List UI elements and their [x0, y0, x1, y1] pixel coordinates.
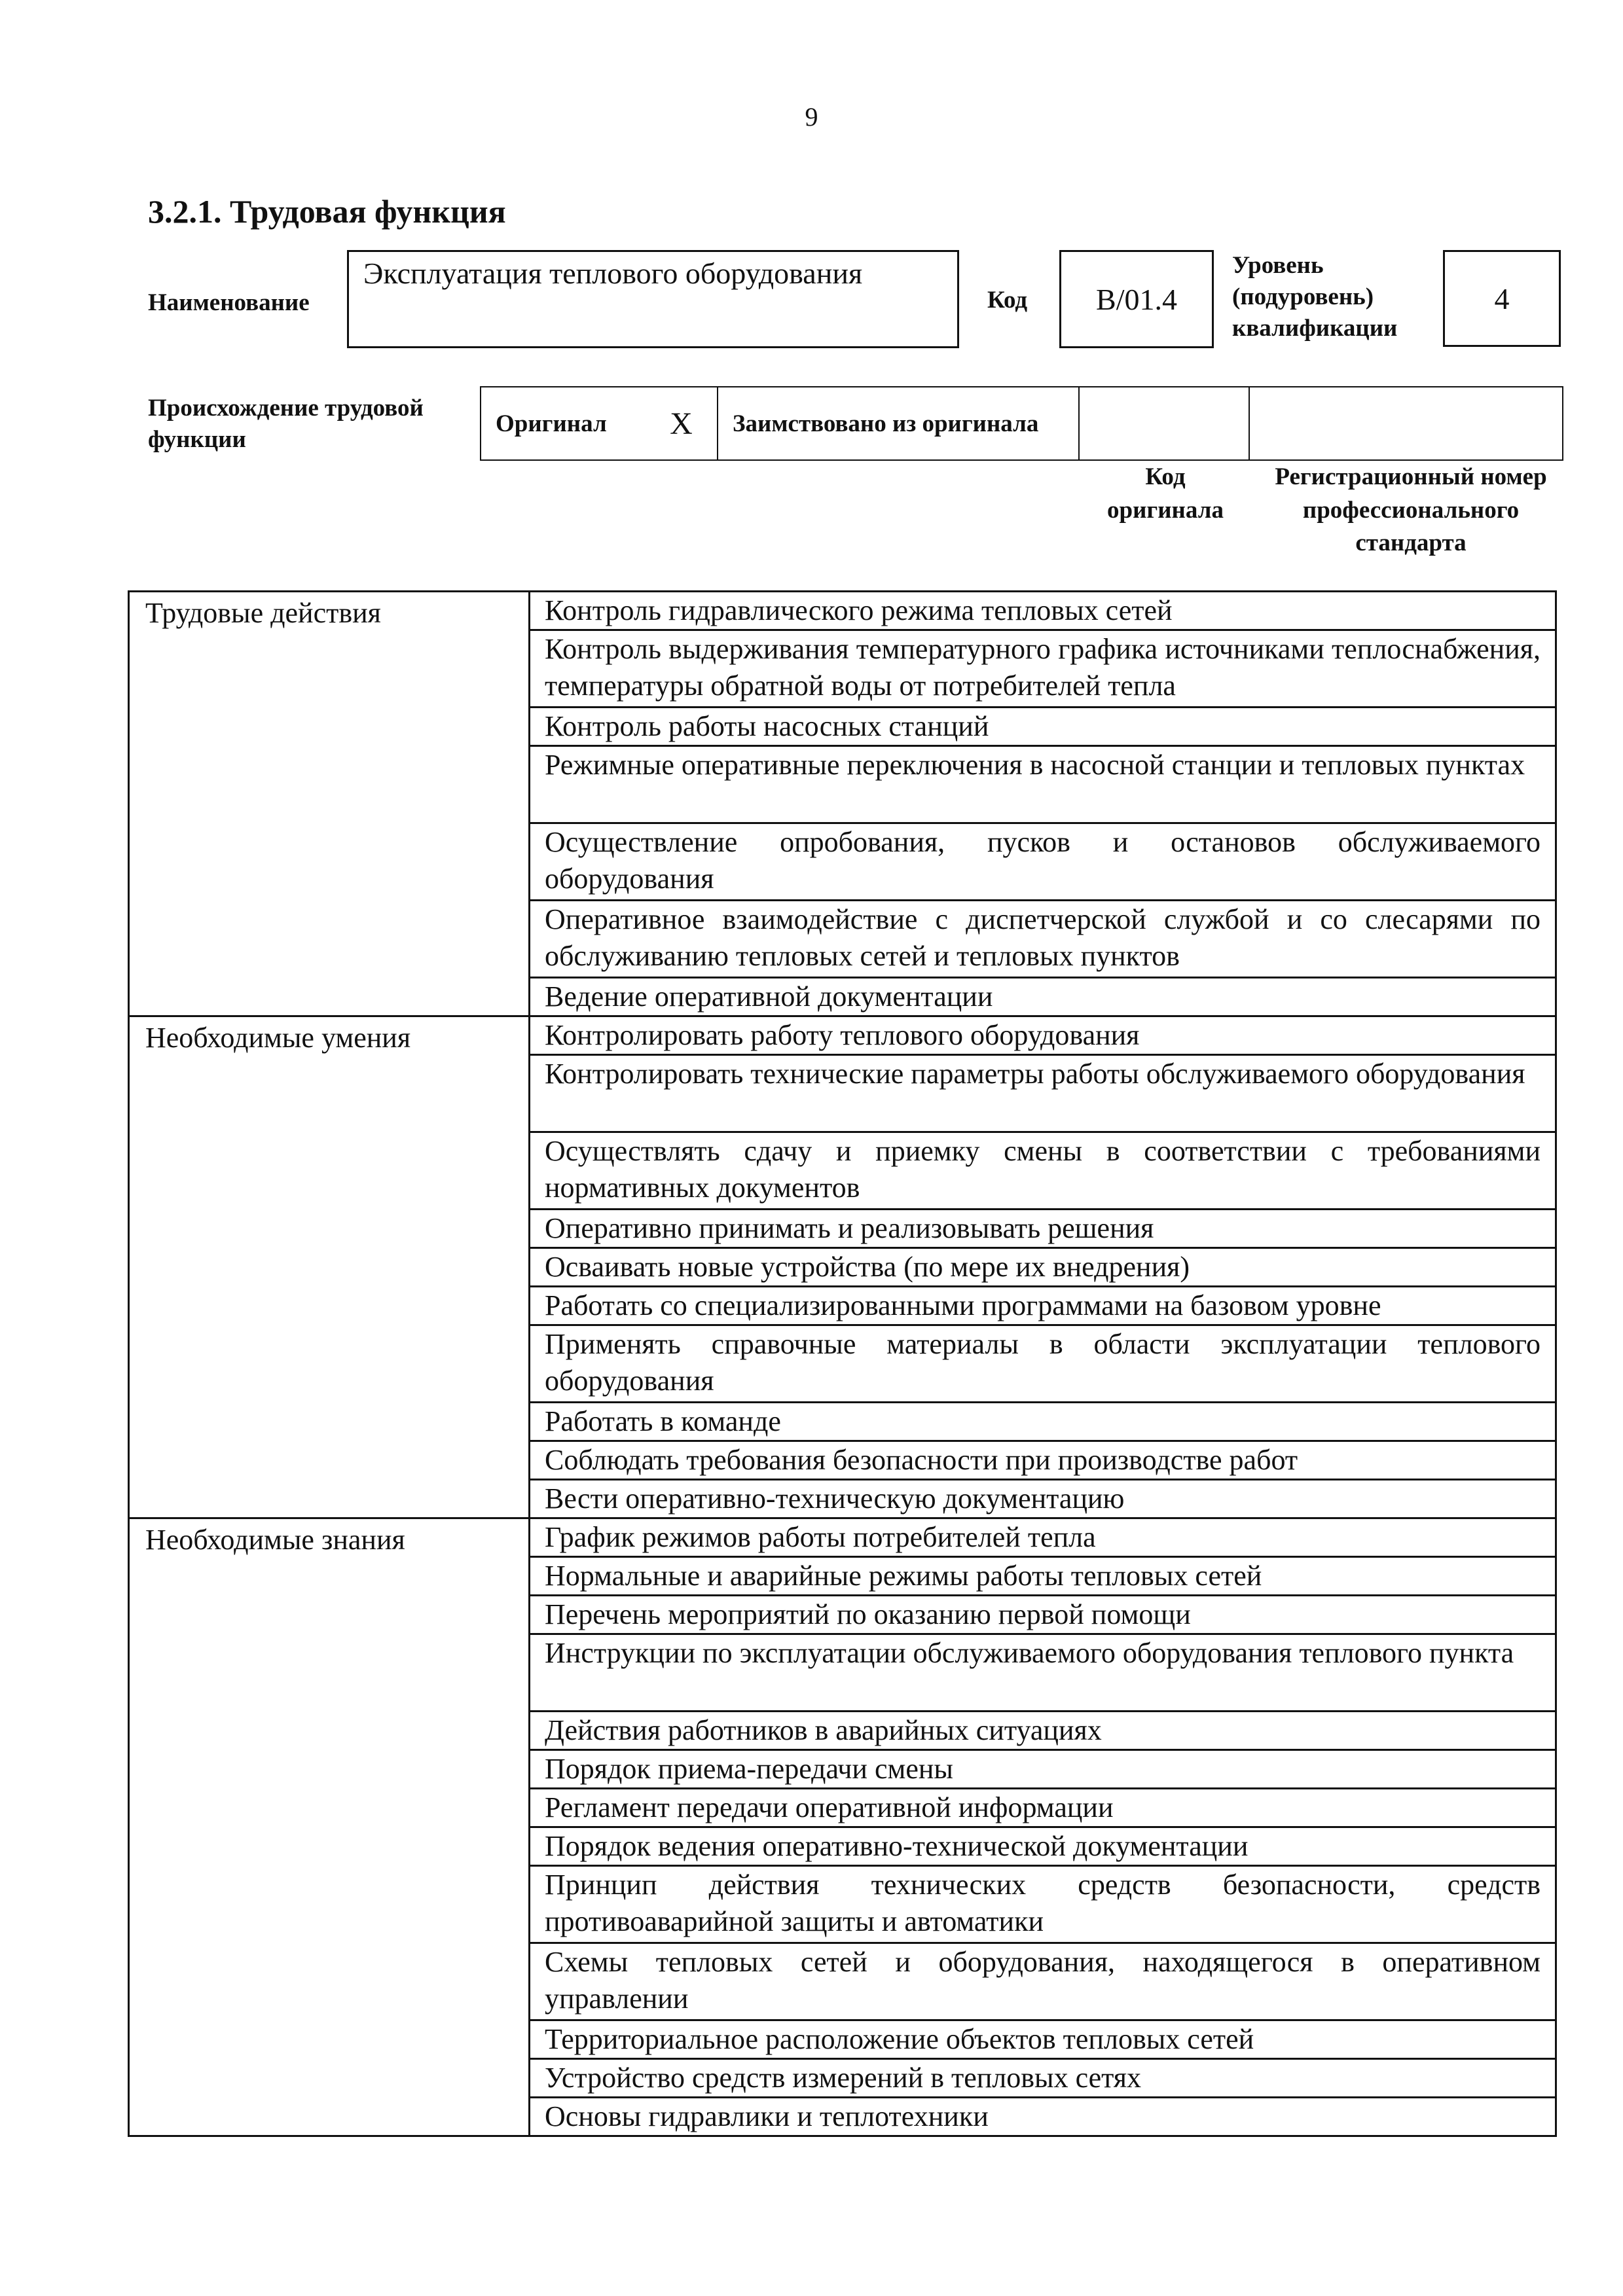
code-value: B/01.4 [1096, 282, 1177, 316]
level-value: 4 [1494, 281, 1510, 315]
table-cell-item: Контроль выдерживания температурного графика источниками теплоснабжения, температуры обратной воды от потребителей тепла [530, 630, 1556, 708]
caption-line: Регистрационный номер [1275, 463, 1547, 490]
table-cell-item: Регламент передачи оперативной информации [530, 1789, 1556, 1827]
origin-label-line: Происхождение трудовой [148, 395, 424, 422]
table-cell-item: Осваивать новые устройства (по мере их внедрения) [530, 1248, 1556, 1287]
table-cell-item: Режимные оперативные переключения в насосной станции и тепловых пунктах [530, 746, 1556, 823]
level-box [1443, 250, 1561, 347]
code-original-caption [1074, 461, 1257, 527]
table-cell-item: Ведение оперативной документации [530, 978, 1556, 1016]
caption-line: оригинала [1107, 496, 1224, 524]
table-row [129, 1518, 1556, 1557]
function-name-box [347, 250, 959, 348]
table-cell-item: Территориальное расположение объектов тепловых сетей [530, 2020, 1556, 2059]
code-label: Код [987, 287, 1028, 314]
section-category: Трудовые действия [129, 592, 530, 1016]
table-cell-item: Инструкции по эксплуатации обслуживаемого оборудования теплового пункта [530, 1634, 1556, 1712]
table-cell-item: Устройство средств измерений в тепловых сетях [530, 2059, 1556, 2098]
origin-label-line: функции [148, 426, 246, 453]
level-label-line: Уровень [1232, 252, 1324, 279]
table-cell-item: Оперативно принимать и реализовывать решения [530, 1210, 1556, 1248]
origin-label [148, 393, 424, 456]
table-cell-item: Основы гидравлики и теплотехники [530, 2098, 1556, 2136]
table-row [129, 1016, 1556, 1055]
page-number: 9 [805, 102, 818, 132]
table-cell-item: Нормальные и аварийные режимы работы тепловых сетей [530, 1557, 1556, 1596]
section-category: Необходимые знания [129, 1518, 530, 2136]
table-cell-item: Действия работников в аварийных ситуациях [530, 1712, 1556, 1750]
table-cell-item: Осуществлять сдачу и приемку смены в соответствии с требованиями нормативных документов [530, 1132, 1556, 1210]
registration-number-caption [1247, 461, 1575, 560]
table-cell-item: Работать со специализированными программами на базовом уровне [530, 1287, 1556, 1325]
table-cell-item: Применять справочные материалы в области эксплуатации теплового оборудования [530, 1325, 1556, 1403]
registration-number-cell [1249, 387, 1563, 460]
name-label: Наименование [148, 289, 310, 316]
table-cell-item: Соблюдать требования безопасности при производстве работ [530, 1441, 1556, 1480]
section-title: 3.2.1. Трудовая функция [148, 193, 506, 230]
origin-table [480, 386, 1563, 461]
table-cell-item: Контролировать технические параметры работы обслуживаемого оборудования [530, 1055, 1556, 1132]
section-category: Необходимые умения [129, 1016, 530, 1518]
labor-function-table [128, 590, 1557, 2137]
table-cell-item: Принцип действия технических средств безопасности, средств противоаварийной защиты и автоматики [530, 1866, 1556, 1943]
table-cell-item: Порядок приема-передачи смены [530, 1750, 1556, 1789]
function-name-value: Эксплуатация теплового оборудования [363, 257, 863, 290]
table-cell-item: Вести оперативно-техническую документацию [530, 1480, 1556, 1518]
original-mark: X [646, 387, 718, 460]
table-row [129, 592, 1556, 630]
caption-line: профессионального [1302, 496, 1520, 524]
table-cell-item: Порядок ведения оперативно-технической документации [530, 1827, 1556, 1866]
table-cell-item: Оперативное взаимодействие с диспетчерской службой и со слесарями по обслуживанию тепловых сетей и тепловых пунктов [530, 901, 1556, 978]
caption-line: стандарта [1355, 529, 1467, 557]
table-cell-item: Контролировать работу теплового оборудования [530, 1016, 1556, 1055]
level-label [1232, 250, 1397, 344]
original-code-cell [1079, 387, 1249, 460]
table-cell-item: Схемы тепловых сетей и оборудования, находящегося в оперативном управлении [530, 1943, 1556, 2020]
table-cell-item: Контроль работы насосных станций [530, 708, 1556, 746]
level-label-line: квалификации [1232, 315, 1398, 342]
table-cell-item: Осуществление опробования, пусков и остановов обслуживаемого оборудования [530, 823, 1556, 901]
table-cell-item: Контроль гидравлического режима тепловых сетей [530, 592, 1556, 630]
table-cell-item: Работать в команде [530, 1403, 1556, 1441]
original-label: Оригинал [481, 387, 646, 460]
borrowed-label: Заимствовано из оригинала [718, 387, 1079, 460]
table-cell-item: Перечень мероприятий по оказанию первой помощи [530, 1596, 1556, 1634]
table-cell-item: График режимов работы потребителей тепла [530, 1518, 1556, 1557]
level-label-line: (подуровень) [1232, 283, 1374, 310]
code-box [1059, 250, 1214, 348]
caption-line: Код [1145, 463, 1186, 490]
